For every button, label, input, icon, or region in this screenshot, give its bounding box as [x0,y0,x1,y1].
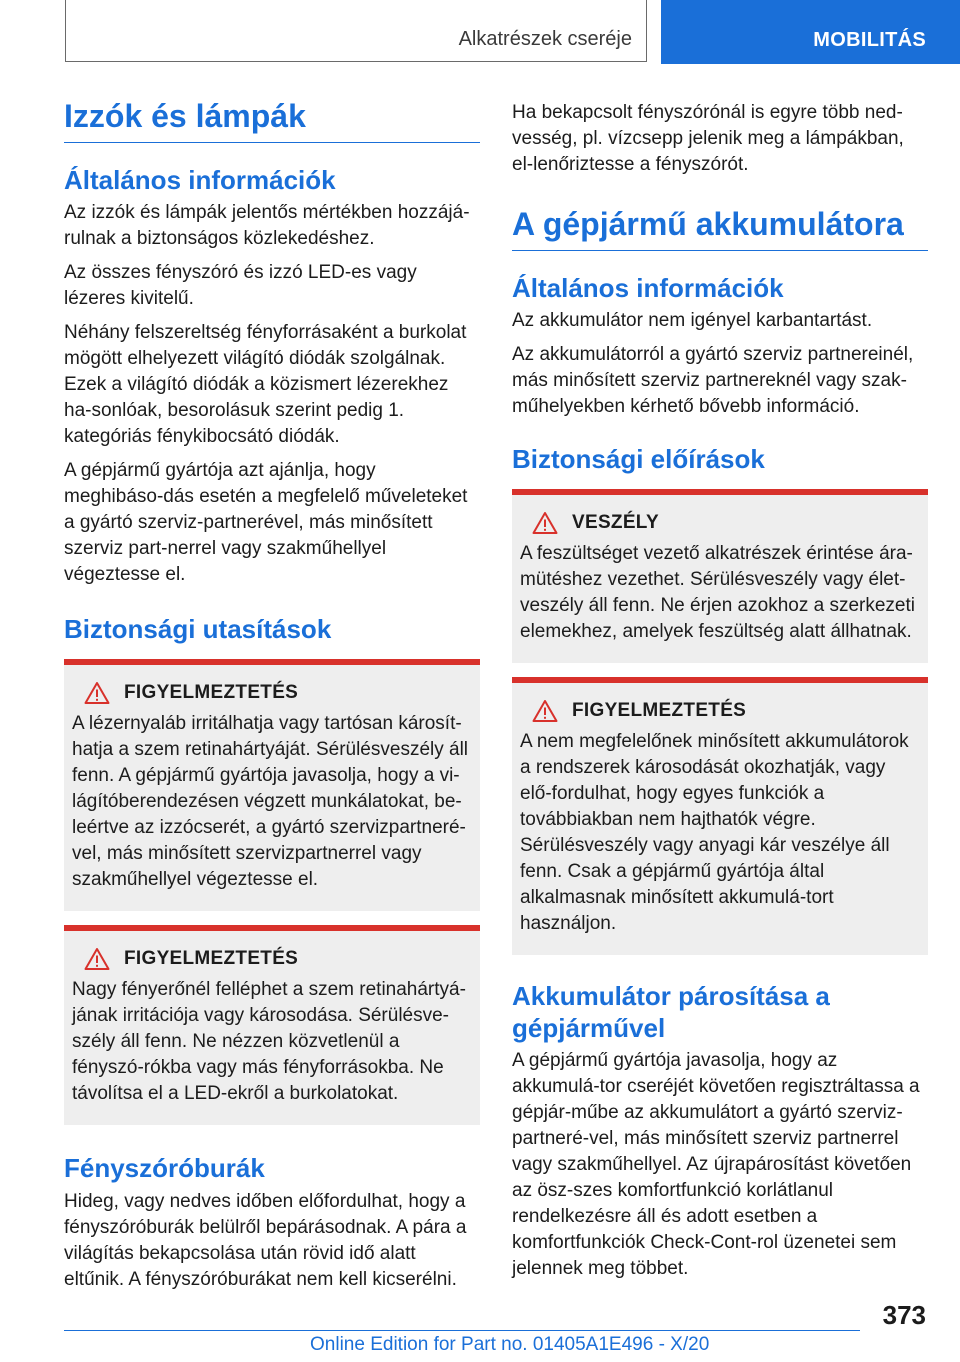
warning-title: FIGYELMEZTETÉS [124,682,299,704]
warning-text: A nem megfelelőnek minősített akkumulátorok a rendszerek károsodását okozhatják, vagy elő-fordulhat, hogy egyes funkciók a továbbiakban nem hajthatók végre. Sérülésveszély vagy anyagi kár veszélye áll fenn. Csak a gépjármű gyártója által alkalmasnak minősített akkumulá-tort használjon. [520,731,909,935]
right-column [512,100,928,1290]
edition-footer: Online Edition for Part no. 01405A1E496 - X/20 [310,1334,710,1355]
bulbs-general-heading: Általános információk [64,165,336,195]
bulbs-paragraph: Az összes fényszóró és izzó LED-es vagy lézeres kivitelű. [64,262,417,310]
bulbs-safety-heading: Biztonsági utasítások [64,614,332,645]
warning-triangle-icon [84,947,110,971]
bulbs-paragraph: A gépjármű gyártója azt ajánlja, hogy meghibáso-dás esetén a megfelelő műveleteket a gyártó szerviz-partnerével, más minősített szerviz part-nerrel vagy szakműhellyel végeztesse el. [64,460,468,586]
warning-header [532,699,920,723]
battery-title: A gépjármű akkumulátora [512,204,928,251]
battery-general-heading: Általános információk [512,273,784,303]
warning-header [84,947,472,971]
danger-box [512,489,928,663]
warning-triangle-icon [532,511,558,535]
section-title: Alkatrészek cseréje [458,28,632,50]
warning-box [512,677,928,955]
chapter-tab [661,0,960,64]
pairing-heading: Akkumulátor párosítása a gépjárművel [512,981,830,1043]
warning-text: Nagy fényerőnél felléphet a szem retinahártyá-jának irritációja vagy károsodása. Sérülésve-szély áll fenn. Ne nézzen közvetlenül a fényszó-rókba vagy más fényforrásokba. Ne távolítsa el a LED-ekről a burkolatokat. [72,979,466,1105]
warning-box [64,659,480,911]
covers-paragraph: Hideg, vagy nedves időben előfordulhat, hogy a fényszóróburák belülről bepárásodnak. A pára a világítás bekapcsolása után rövid idő alatt eltűnik. A fényszóróburákat nem kell kicserélni. [64,1190,467,1290]
battery-paragraph: Az akkumulátor nem igényel karbantartást. [512,310,873,332]
left-column [64,96,480,1301]
warning-triangle-icon [84,681,110,705]
danger-header [532,511,920,535]
pairing-paragraph: A gépjármű gyártója javasolja, hogy az akkumulá-tor cseréjét követően regisztráltassa a gépjár-műbe az akkumulátort a gyártó szerviz-partneré-vel, más minősített szerviz partnerrel vagy szakműhellyel. Az újrapárosítást követően az ösz-szes komfortfunkció korlátlanul rendelkezésre áll és adott esetben a komfortfunkciók Check-Cont-rol üzenetei sem jelennek meg többet. [512,1049,920,1279]
danger-text: A feszültséget vezető alkatrészek érintése ára-mütéshez vezethet. Sérülésveszély vagy élet-veszély áll fenn. Ne érjen azokhoz a szerkezeti elemekhez, amelyek feszültség alatt állhatnak. [520,543,915,643]
warning-text: A lézernyaláb irritálhatja vagy tartósan károsít-hatja a szem retinahártyáját. Sérülésveszély áll fenn. A gépjármű gyártója javasolja, hogy a vi-lágítóberendezésen végzett munkálatokat, be-leértve az izzócserét, a gyártó szervizpartneré-vel, más minősített szervizpartnerrel vagy szakműhellyel végeztesse el. [72,713,469,891]
covers-heading: Fényszóróburák [64,1153,265,1184]
section-tab [65,0,647,62]
warning-box [64,925,480,1125]
battery-paragraph: Az akkumulátorról a gyártó szerviz partnereinél, más minősített szerviz partnereknél vagy szak-műhelyekben kérhető bővebb információ. [512,344,914,418]
warning-title: FIGYELMEZTETÉS [124,948,299,970]
bulbs-paragraph: Az izzók és lámpák jelentős mértékben hozzájá-rulnak a biztonságos közlekedéshez. [64,202,470,250]
footer-rule [64,1330,860,1331]
danger-title: VESZÉLY [572,512,659,534]
bulbs-title: Izzók és lámpák [64,96,480,143]
page-header [0,0,960,66]
warning-header [84,681,472,705]
bulbs-paragraph: Néhány felszereltség fényforrásaként a burkolat mögött elhelyezett világító diódák szolgálnak. Ezek a világító diódák a közismert lézerekhez ha-sonlóak, besorolásuk szerint pedig 1. kategóriás fénykibocsátó diódák. [64,322,467,448]
chapter-title: MOBILITÁS [813,29,926,51]
warning-title: FIGYELMEZTETÉS [572,700,747,722]
warning-triangle-icon [532,699,558,723]
headlight-moisture-paragraph: Ha bekapcsolt fényszórónál is egyre több ned-vesség, pl. vízcsepp jelenik meg a lámpákban, el-lenőriztesse a fényszórót. [512,102,904,175]
battery-safety-heading: Biztonsági előírások [512,444,765,475]
page-number: 373 [882,1300,926,1330]
